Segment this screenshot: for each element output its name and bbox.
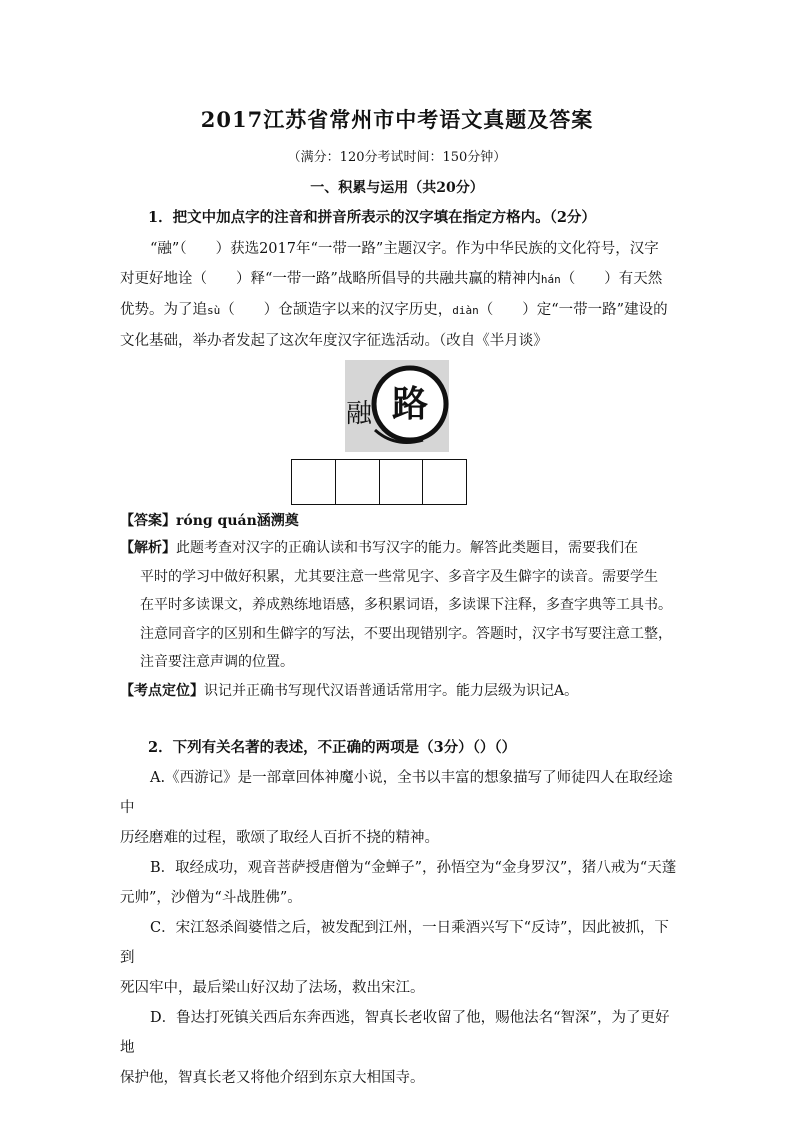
option-d-line-2: 保护他，智真长老又将他介绍到东京大相国寺。 <box>120 1070 425 1086</box>
option-a-line-2: 历经磨难的过程，歌颂了取经人百折不挠的精神。 <box>120 830 439 846</box>
passage-line-3-c: （ ）定“一带一路”建设的 <box>478 302 668 318</box>
answer-line <box>120 507 680 535</box>
option-b-line-1: B．取经成功，观音菩萨授唐僧为“金蝉子”，孙悟空为“金身罗汉”，猪八戒为“天蓬 <box>150 860 677 876</box>
answer-box-2[interactable] <box>336 460 380 504</box>
pinyin-dian: diàn <box>452 304 479 317</box>
passage-line-3-b: （ ）仓颉造字以来的汉字历史， <box>220 302 453 318</box>
exam-info: （满分：120分考试时间：150分钟） <box>287 150 507 165</box>
point-label: 【考点定位】 <box>120 682 204 699</box>
section-heading: 一、积累与运用（共20分） <box>310 180 484 196</box>
answer-box-4[interactable] <box>423 460 466 504</box>
passage-line-4: 文化基础，举办者发起了这次年度汉字征选活动。（改自《半月谈》 <box>120 333 548 349</box>
analysis-line-4: 注意同音字的区别和生僻字的写法，不要出现错别字。答题时，汉字书写要注意工整， <box>140 625 672 642</box>
seal-char-rong: 融 <box>345 399 373 429</box>
answer-box-3[interactable] <box>380 460 424 504</box>
passage-line-2-a: 对更好地诠（ ）释“一带一路”战略所倡导的共融共赢的精神内 <box>120 271 541 287</box>
option-c-line-1: C．宋江怒杀阎婆惜之后，被发配到江州，一日乘酒兴写下“反诗”，因此被抓，下到 <box>120 920 669 966</box>
passage-line-3 <box>120 295 680 326</box>
analysis-block <box>120 534 680 705</box>
point-text: 识记并正确书写现代汉语普通话常用字。能力层级为识记A。 <box>204 682 579 699</box>
option-d-line-1: D．鲁达打死镇关西后东奔西逃，智真长老收留了他，赐他法名“智深”，为了更好地 <box>120 1010 670 1056</box>
option-b-line-2: 元帅”，沙僧为“斗战胜佛”。 <box>120 890 302 906</box>
pinyin-su: sù <box>207 304 221 317</box>
analysis-label: 【解析】 <box>120 540 176 556</box>
seal-graphic <box>345 360 449 452</box>
analysis-text-1: 此题考查对汉字的正确认读和书写汉字的能力。解答此类题目，需要我们在 <box>176 540 638 556</box>
seal-image <box>345 360 449 452</box>
option-a-line-1: A.《西游记》是一部章回体神魔小说，全书以丰富的想象描写了师徒四人在取经途中 <box>120 770 673 816</box>
document-title: 2017江苏省常州市中考语文真题及答案 <box>200 107 594 132</box>
question-2-heading: 2．下列有关名著的表述，不正确的两项是（3分）（）（） <box>148 739 517 756</box>
analysis-line-2: 平时的学习中做好积累，尤其要注意一些常见字、多音字及生僻字的读音。需要学生 <box>140 568 658 585</box>
question-1-passage <box>120 234 680 356</box>
question-1-heading: 1．把文中加点字的注音和拼音所表示的汉字填在指定方格内。（2分） <box>148 209 596 226</box>
answer-box-1[interactable] <box>292 460 336 504</box>
point-line <box>120 677 680 706</box>
seal-char-lu: 路 <box>391 383 429 425</box>
passage-line-2 <box>120 264 680 295</box>
pinyin-han: hán <box>540 273 561 286</box>
analysis-line-3: 在平时多读课文，养成熟练地语感，多积累词语，多读课下注释，多查字典等工具书。 <box>140 597 672 613</box>
answer-text: rónɡ quán涵溯奠 <box>176 513 299 529</box>
analysis-line-5: 注音要注意声调的位置。 <box>140 654 294 670</box>
passage-line-3-a: 优势。为了追 <box>120 302 207 318</box>
analysis-line-1 <box>120 534 680 563</box>
passage-line-2-b: （ ）有天然 <box>560 271 663 287</box>
option-c-line-2: 死囚牢中，最后梁山好汉劫了法场，救出宋江。 <box>120 980 425 996</box>
passage-line-1: “融”（ ）获选2017年“一带一路”主题汉字。作为中华民族的文化符号，汉字 <box>150 241 659 257</box>
question-2-options <box>120 763 680 1093</box>
answer-grid[interactable] <box>291 459 467 505</box>
answer-label: 【答案】 <box>120 513 176 529</box>
